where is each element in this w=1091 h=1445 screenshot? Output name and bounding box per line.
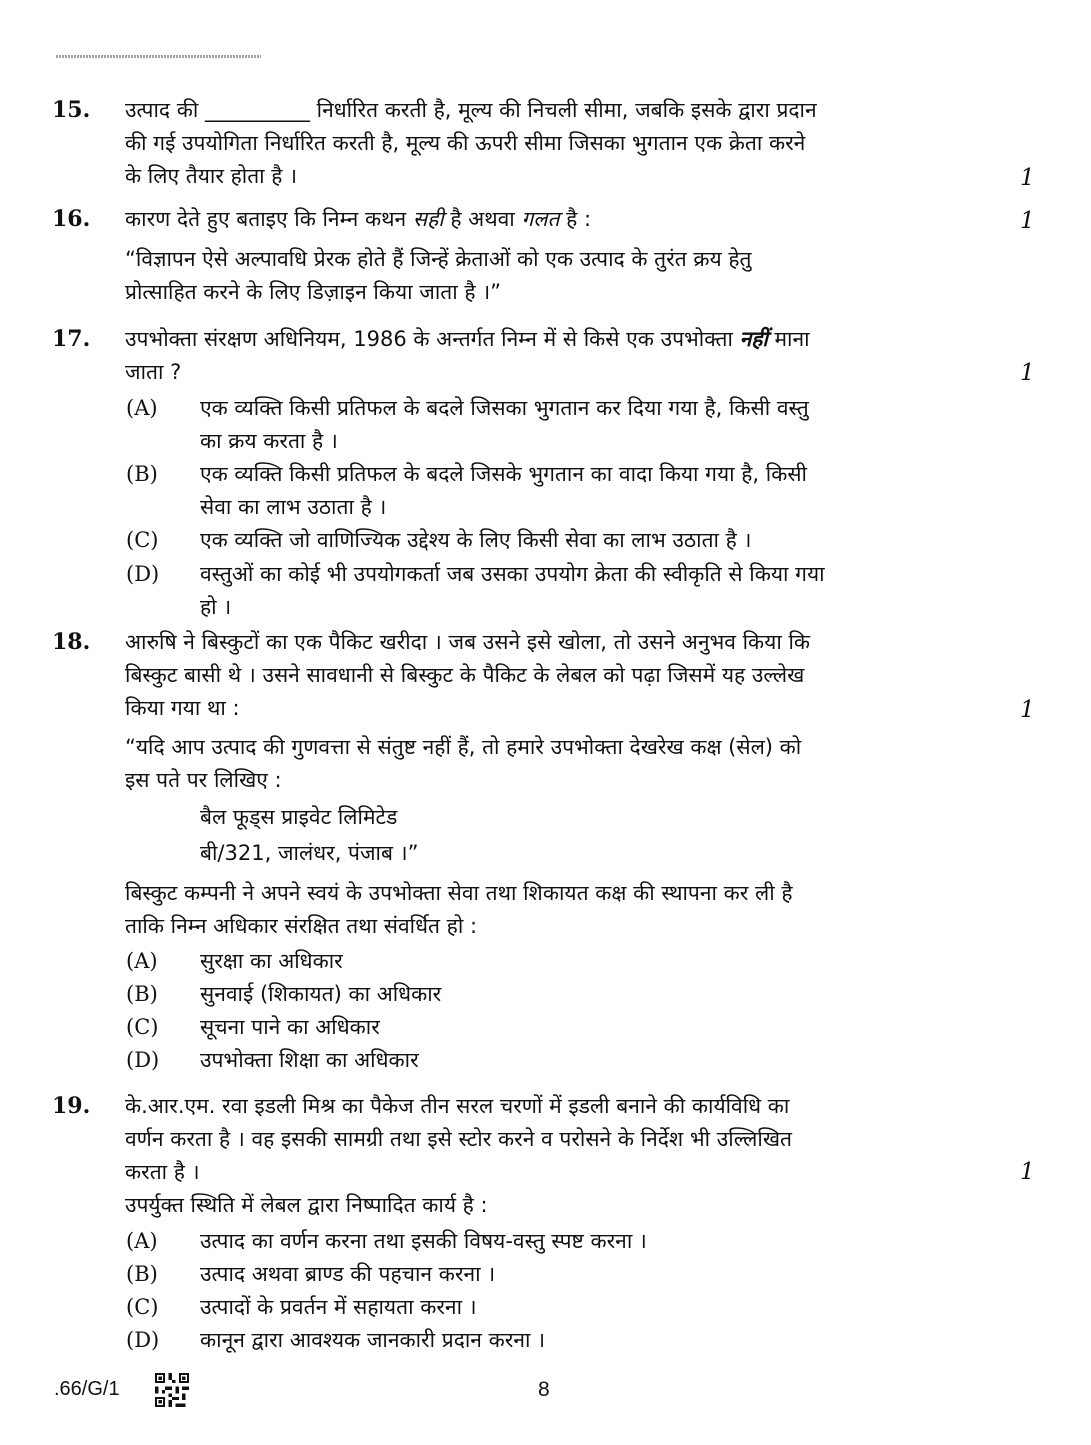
address-line: बैल फूड्स प्राइवेट लिमिटेड (200, 805, 398, 829)
question-number: 15. (52, 97, 91, 123)
option-letter: (A) (126, 396, 158, 420)
question-text-line: आरुषि ने बिस्कुटों का एक पैकिट खरीदा । जब उसने इसे खोला, तो उसने अनुभव किया कि (125, 630, 811, 654)
question-text-line: वर्णन करता है । वह इसकी सामग्री तथा इसे स्टोर करने व परोसने के निर्देश भी उल्लिखित (125, 1127, 792, 1151)
option-text: कानून द्वारा आवश्यक जानकारी प्रदान करना । (200, 1328, 546, 1352)
option-text: वस्तुओं का कोई भी उपयोगकर्ता जब उसका उपयोग क्रेता की स्वीकृति से किया गया (200, 562, 825, 586)
option-text: सुनवाई (शिकायत) का अधिकार (200, 982, 442, 1006)
option-letter: (D) (126, 1328, 160, 1352)
question-text-line: बिस्कुट कम्पनी ने अपने स्वयं के उपभोक्ता सेवा तथा शिकायत कक्ष की स्थापना कर ली है (125, 881, 793, 905)
option-letter: (B) (126, 1262, 158, 1286)
option-text: उत्पादों के प्रवर्तन में सहायता करना । (200, 1295, 477, 1319)
qr-code-icon (155, 1373, 189, 1407)
option-text: का क्रय करता है । (200, 429, 338, 453)
option-letter: (D) (126, 562, 160, 586)
option-text: एक व्यक्ति किसी प्रतिफल के बदले जिसका भुगतान कर दिया गया है, किसी वस्तु (200, 396, 809, 420)
option-letter: (A) (126, 1229, 158, 1253)
marks: 1 (1020, 208, 1035, 234)
question-text-line: जाता ? (125, 360, 182, 384)
question-text-line: किया गया था : (125, 696, 240, 720)
option-text: उत्पाद का वर्णन करना तथा इसकी विषय-वस्तु स्पष्ट करना । (200, 1229, 647, 1253)
header-barcode-strip (56, 55, 261, 58)
option-letter: (C) (126, 528, 159, 552)
address-line: बी/321, जालंधर, पंजाब ।” (200, 841, 419, 865)
marks: 1 (1020, 360, 1035, 386)
option-text: सुरक्षा का अधिकार (200, 949, 343, 973)
marks: 1 (1020, 165, 1035, 191)
option-letter: (B) (126, 982, 158, 1006)
question-number: 17. (52, 326, 91, 352)
marks: 1 (1020, 697, 1035, 723)
statement-line: “विज्ञापन ऐसे अल्पावधि प्रेरक होते हैं जिन्हें क्रेताओं को एक उत्पाद के तुरंत क्रय हेतु (125, 247, 752, 271)
option-text: उत्पाद अथवा ब्राण्ड की पहचान करना । (200, 1262, 496, 1286)
question-number: 16. (52, 206, 91, 232)
option-text: सूचना पाने का अधिकार (200, 1015, 380, 1039)
question-text-line: उपभोक्ता संरक्षण अधिनियम, 1986 के अन्तर्गत निम्न में से किसे एक उपभोक्ता नहीं माना (125, 327, 810, 351)
question-text-line: के लिए तैयार होता है । (125, 164, 298, 188)
question-text-line: करता है । (125, 1160, 200, 1184)
question-text-line: उपर्युक्त स्थिति में लेबल द्वारा निष्पादित कार्य है : (125, 1193, 488, 1217)
page-number: 8 (538, 1378, 550, 1401)
question-number: 18. (52, 629, 91, 655)
question-text-line: उत्पाद की __________ निर्धारित करती है, मूल्य की निचली सीमा, जबकि इसके द्वारा प्रदान (125, 98, 817, 122)
option-text: उपभोक्ता शिक्षा का अधिकार (200, 1048, 419, 1072)
option-letter: (B) (126, 462, 158, 486)
option-text: हो । (200, 595, 232, 619)
question-number: 19. (52, 1093, 91, 1119)
option-text: एक व्यक्ति जो वाणिज्यिक उद्देश्य के लिए किसी सेवा का लाभ उठाता है । (200, 528, 752, 552)
option-letter: (D) (126, 1048, 160, 1072)
option-letter: (C) (126, 1295, 159, 1319)
question-text-line: की गई उपयोगिता निर्धारित करती है, मूल्य की ऊपरी सीमा जिसका भुगतान एक क्रेता करने (125, 131, 806, 155)
question-text-line: ताकि निम्न अधिकार संरक्षित तथा संवर्धित हो : (125, 914, 478, 938)
option-letter: (C) (126, 1015, 159, 1039)
label-quote-line: “यदि आप उत्पाद की गुणवत्ता से संतुष्ट नहीं हैं, तो हमारे उपभोक्ता देखरेख कक्ष (सेल) को (125, 735, 802, 759)
paper-code: .66/G/1 (54, 1378, 120, 1400)
question-text-line: के.आर.एम. रवा इडली मिश्र का पैकेज तीन सरल चरणों में इडली बनाने की कार्यविधि का (125, 1094, 790, 1118)
statement-line: प्रोत्साहित करने के लिए डिज़ाइन किया जाता है ।” (125, 280, 502, 304)
question-text-line: कारण देते हुए बताइए कि निम्न कथन सही है अथवा गलत है : (125, 207, 592, 231)
label-quote-line: इस पते पर लिखिए : (125, 768, 282, 792)
option-letter: (A) (126, 949, 158, 973)
marks: 1 (1020, 1159, 1035, 1185)
option-text: एक व्यक्ति किसी प्रतिफल के बदले जिसके भुगतान का वादा किया गया है, किसी (200, 462, 807, 486)
question-text-line: बिस्कुट बासी थे । उसने सावधानी से बिस्कुट के पैकिट के लेबल को पढ़ा जिसमें यह उल्लेख (125, 663, 805, 687)
option-text: सेवा का लाभ उठाता है । (200, 495, 387, 519)
page-footer (0, 1150, 1091, 1401)
